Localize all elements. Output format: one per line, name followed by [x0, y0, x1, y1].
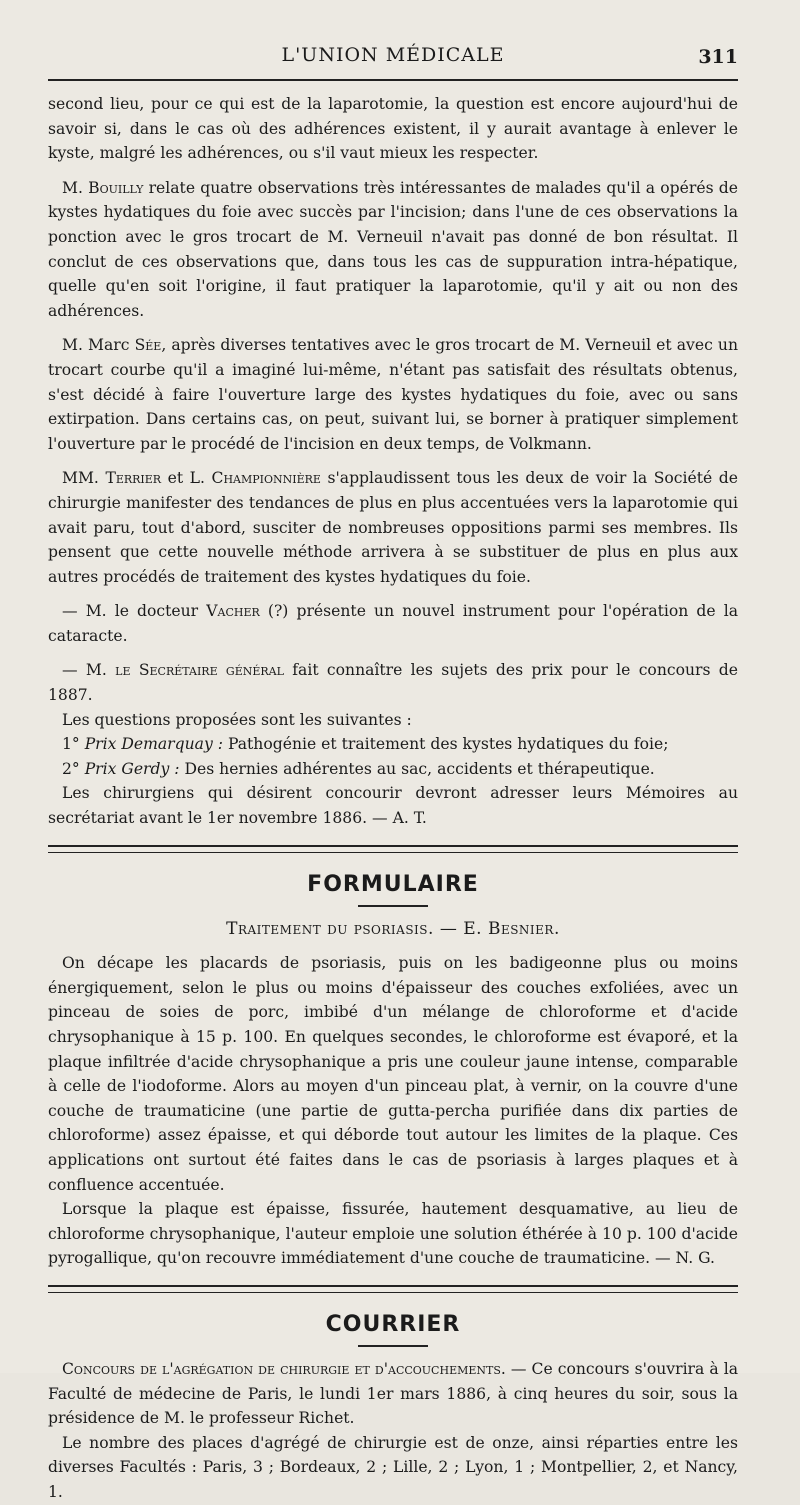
name-bouilly: Bouilly [88, 178, 144, 197]
header-rule [48, 79, 738, 81]
paragraph-vacher: — M. le docteur Vacher (?) présente un nouvel instrument pour l'opération de la cataracte. [48, 602, 739, 645]
name-vacher: Vacher [206, 602, 260, 621]
page-number: 311 [698, 46, 738, 68]
formulaire-paragraph-2: Lorsque la plaque est épaisse, fissurée, hautement desquamative, au lieu de chloroforme chrysophanique, l'auteur emploie une solution éthérée à 10 p. 100 d'acide pyrogallique, qu'on recouvre immédiatement d'une couche de traumaticine. — N. G. [48, 1200, 738, 1268]
formulaire-title-rule [358, 905, 428, 907]
paragraph-terrier-championniere: MM. Terrier et L. Championnière s'applaudissent tous les deux de voir la Société de chirurgie manifester des tendances de plus en plus accentuées vers la laparotomie qui avait paru, tout d'abord, susciter de nombreuses oppositions parmi ses membres. Ils pensent que cette nouvelle méthode arrivera à se substituer de plus en plus aux autres procédés de traitement des kystes hydatiques du foie. [48, 469, 738, 586]
formulaire-title: FORMULAIRE [307, 871, 479, 897]
paragraph-see: M. Marc Sée, après diverses tentatives avec le gros trocart de M. Verneuil et avec un trocart courbe qu'il a imaginé lui-même, n'étant pas satisfait des résultats obtenus, s'est décidé à faire l'ouverture large des kystes hydatiques du foie, avec ou sans extirpation. Dans certains cas, on peut, suivant lui, se borner à pratiquer simplement l'ouverture par le procédé de l'incision en deux temps, de Volkmann. [48, 336, 738, 453]
name-championniere: Championnière [211, 469, 321, 488]
courrier-title-rule [358, 1345, 428, 1347]
prize-gerdy: 2° Prix Gerdy : Des hernies adhérentes au sac, accidents et thérapeutique. [62, 759, 655, 778]
courrier-paragraph-1: Concours de l'agrégation de chirurgie et d'accouchements. — Ce concours s'ouvrira à la Faculté de médecine de Paris, le lundi 1er mars 1886, à cinq heures du soir, sous la présidence de M. le professeur Richet. [48, 1359, 738, 1428]
courrier-paragraph-2: Le nombre des places d'agrégé de chirurgie est de onze, ainsi réparties entre les diverses Facultés : Paris, 3 ; Bordeaux, 2 ; Lille, 2 ; Lyon, 1 ; Montpellier, 2, et Nancy, 1. [48, 1433, 738, 1501]
prize-demarquay: 1° Prix Demarquay : Pathogénie et traitement des kystes hydatiques du foie; [62, 735, 669, 754]
concours-heading: Concours de l'agrégation de chirurgie et d'accouchements. [62, 1359, 506, 1378]
article-body [48, 92, 738, 1505]
name-secretaire: le Secrétaire général [115, 661, 284, 680]
courrier-title: COURRIER [325, 1311, 461, 1337]
prize-gerdy-name: Prix Gerdy : [84, 759, 180, 778]
prize-demarquay-name: Prix Demarquay : [84, 735, 223, 754]
paragraph-questions: Les questions proposées sont les suivantes : [62, 710, 412, 729]
formulaire-paragraph-1: On décape les placards de psoriasis, puis on les badigeonne plus ou moins énergiquement, selon le plus ou moins d'épaisseur des couches exfoliées, avec un pinceau de soies de porc, imbibé d'un mélange de chloroforme et d'acide chrysophanique à 15 p. 100. En quelques secondes, le chloroforme est évaporé, et la plaque infiltrée d'acide chrysophanique a pris une couleur jaune intense, comparable à celle de l'iodoforme. Alors au moyen d'un pinceau plat, à vernir, on la couvre d'une couche de traumaticine (une partie de gutta-percha purifiée dans dix parties de chloroforme) assez épaisse, et qui déborde tout autour les limites de la plaque. Ces applications ont surtout été faites dans le cas de psoriasis à larges plaques et à confluence accentuée. [48, 954, 738, 1194]
paragraph-secretaire: — M. le Secrétaire général fait connaître les sujets des prix pour le concours de 1887. [48, 661, 739, 705]
running-title: L'UNION MÉDICALE [281, 44, 505, 66]
paragraph-laparotomy-question: second lieu, pour ce qui est de la laparotomie, la question est encore aujourd'hui de savoir si, dans le cas où des adhérences existent, il y aurait avantage à enlever le kyste, malgré les adhérences, ou s'il vaut mieux les respecter. [48, 95, 738, 163]
running-header [48, 44, 738, 74]
section-divider-formulaire [48, 845, 738, 853]
formulaire-subtitle: Traitement du psoriasis. — E. Besnier. [226, 918, 560, 939]
section-divider-courrier [48, 1285, 738, 1293]
paragraph-submission: Les chirurgiens qui désirent concourir devront adresser leurs Mémoires au secrétariat avant le 1er novembre 1886. — A. T. [48, 784, 738, 828]
paragraph-bouilly: M. Bouilly relate quatre observations très intéressantes de malades qu'il a opérés de kystes hydatiques du foie avec succès par l'incision; dans l'une de ces observations la ponction avec le gros trocart de M. Verneuil n'avait pas donné de bon résultat. Il conclut de ces observations que, dans tous les cas de suppuration intra-hépatique, quelle qu'en soit l'origine, il faut pratiquer la laparotomie, qu'il y ait ou non des adhérences. [48, 178, 738, 320]
name-see: Sée [134, 336, 162, 355]
name-terrier: Terrier [105, 469, 162, 488]
